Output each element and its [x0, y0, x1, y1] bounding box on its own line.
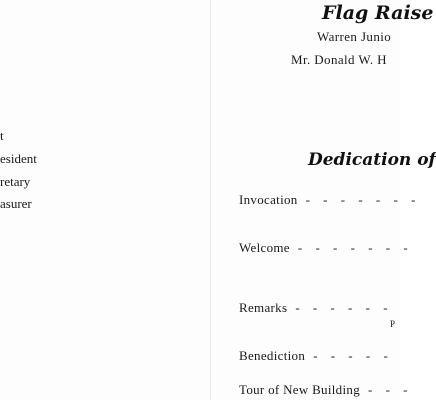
school-name: Warren Junio	[317, 29, 392, 44]
program-item-label: Benediction	[239, 348, 306, 363]
program-item-label: Tour of New Building	[239, 382, 360, 397]
officer-title: retary	[0, 174, 31, 189]
program-item-label: Remarks	[239, 300, 288, 315]
leader-dots: - - - - - - -	[305, 192, 421, 207]
program-item	[239, 300, 393, 316]
officer-title: t	[0, 128, 4, 143]
leader-dots: - - -	[368, 382, 413, 397]
officer-title: asurer	[0, 196, 32, 211]
program-item	[239, 348, 393, 364]
remarks-speaker: P	[390, 319, 396, 329]
program-item	[239, 240, 413, 256]
dedication-heading: Dedication of	[308, 150, 436, 170]
program-item-label: Welcome	[239, 240, 290, 255]
officer-title: esident	[0, 151, 37, 166]
leader-dots: - - - - -	[313, 348, 393, 363]
fold-line	[210, 0, 211, 400]
leader-dots: - - - - - - -	[297, 240, 413, 255]
program-item	[239, 192, 420, 208]
program-item	[239, 382, 413, 398]
principal-name: Mr. Donald W. H	[291, 52, 387, 67]
program-item-label: Invocation	[239, 192, 298, 207]
leader-dots: - - - - - -	[295, 300, 393, 315]
event-title: Flag Raise	[322, 2, 434, 24]
